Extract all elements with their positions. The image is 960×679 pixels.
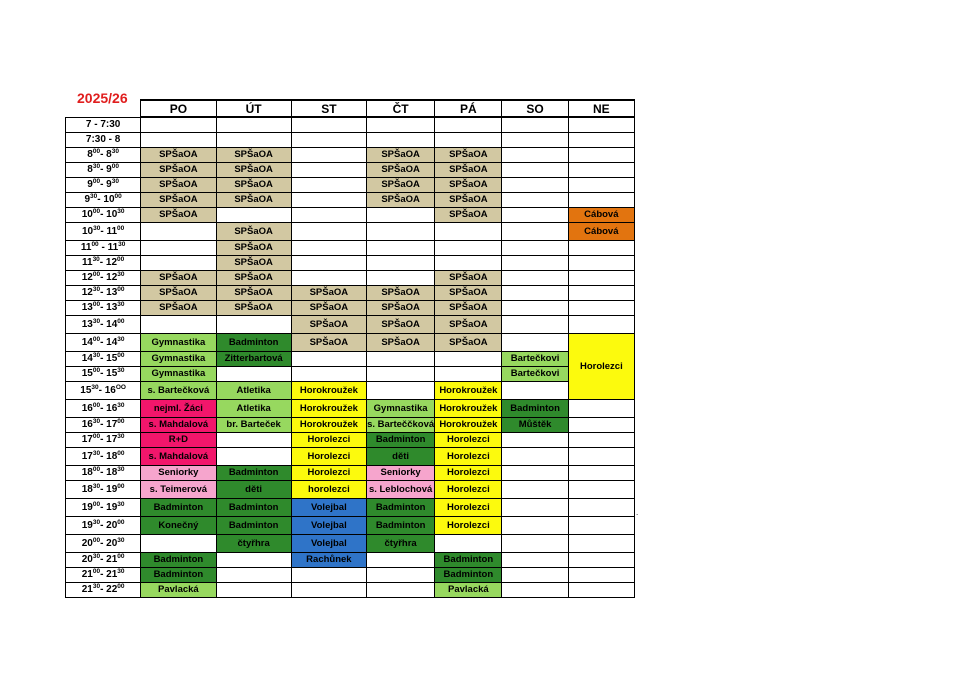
schedule-cell	[568, 178, 634, 193]
schedule-cell: děti	[367, 448, 435, 466]
schedule-cell	[502, 382, 568, 400]
schedule-cell: Horokroužek	[435, 418, 502, 433]
schedule-cell: Badminton	[216, 334, 291, 352]
schedule-cell	[435, 535, 502, 553]
schedule-cell: Horokroužek	[291, 382, 366, 400]
day-header: PO	[141, 100, 216, 117]
time-slot: $17^{30}-$ $18^{00}$	[66, 448, 141, 466]
schedule-cell: SPŠaOA	[367, 148, 435, 163]
schedule-cell: SPŠaOA	[216, 148, 291, 163]
schedule-cell: SPŠaOA	[216, 271, 291, 286]
time-slot: $20^{00}-$ $20^{30}$	[66, 535, 141, 553]
schedule-cell: Badminton	[367, 499, 435, 517]
schedule-cell: SPŠaOA	[141, 178, 216, 193]
time-row	[66, 367, 635, 382]
schedule-cell: SPŠaOA	[435, 178, 502, 193]
schedule-cell	[502, 301, 568, 316]
schedule-cell: SPŠaOA	[216, 301, 291, 316]
schedule-cell	[568, 193, 634, 208]
schedule-cell: nejml. Žáci	[141, 400, 216, 418]
schedule-cell: Horokroužek	[291, 418, 366, 433]
schedule-cell	[568, 241, 634, 256]
time-row	[66, 499, 635, 517]
time-row	[66, 148, 635, 163]
schedule-cell: SPŠaOA	[435, 334, 502, 352]
schedule-cell	[291, 208, 366, 223]
schedule-table	[65, 99, 635, 598]
time-slot: $16^{00}-$ $16^{30}$	[66, 400, 141, 418]
schedule-cell	[291, 193, 366, 208]
time-row	[66, 583, 635, 598]
schedule-cell	[291, 223, 366, 241]
time-slot: $13^{30}-$ $14^{00}$	[66, 316, 141, 334]
schedule-cell	[568, 568, 634, 583]
schedule-cell: Horolezci	[435, 466, 502, 481]
time-slot: $13^{00}-$ $13^{30}$	[66, 301, 141, 316]
schedule-cell: Badminton	[216, 499, 291, 517]
schedule-cell: SPŠaOA	[216, 241, 291, 256]
schedule-cell: s. Teimerová	[141, 481, 216, 499]
schedule-cell: Badminton	[141, 499, 216, 517]
schedule-cell	[502, 241, 568, 256]
time-row	[66, 117, 635, 133]
schedule-cell	[291, 163, 366, 178]
schedule-cell: SPŠaOA	[367, 286, 435, 301]
schedule-cell	[502, 208, 568, 223]
schedule-cell: Horolezci	[435, 481, 502, 499]
time-slot: $21^{00}-$ $21^{30}$	[66, 568, 141, 583]
time-slot: $21^{30}-$ $22^{00}$	[66, 583, 141, 598]
time-row	[66, 286, 635, 301]
schedule-cell: Horokroužek	[435, 382, 502, 400]
schedule-cell: SPŠaOA	[216, 223, 291, 241]
schedule-cell	[367, 568, 435, 583]
time-slot: $14^{00}-$ $14^{30}$	[66, 334, 141, 352]
schedule-cell	[216, 208, 291, 223]
schedule-cell	[502, 256, 568, 271]
schedule-cell: Pavlacká	[435, 583, 502, 598]
schedule-cell: SPŠaOA	[435, 208, 502, 223]
schedule-cell: Badminton	[141, 553, 216, 568]
time-row	[66, 334, 635, 352]
schedule-cell: Horolezci	[568, 334, 634, 400]
schedule-cell	[367, 382, 435, 400]
schedule-cell	[568, 256, 634, 271]
schedule-cell: Badminton	[367, 433, 435, 448]
time-slot: $19^{00}-$ $19^{30}$	[66, 499, 141, 517]
schedule-cell	[568, 499, 634, 517]
schedule-cell	[502, 433, 568, 448]
schedule-cell	[141, 241, 216, 256]
schedule-cell: Badminton	[435, 553, 502, 568]
schedule-cell	[141, 535, 216, 553]
schedule-cell	[502, 481, 568, 499]
schedule-cell: SPŠaOA	[291, 286, 366, 301]
schedule-cell	[367, 256, 435, 271]
schedule-cell	[367, 352, 435, 367]
schedule-cell: Bartečkovi	[502, 352, 568, 367]
time-slot: $19^{30}-$ $20^{00}$	[66, 517, 141, 535]
schedule-cell	[216, 117, 291, 133]
day-header: PÁ	[435, 100, 502, 117]
schedule-cell: Horolezci	[435, 517, 502, 535]
schedule-cell	[568, 301, 634, 316]
schedule-cell: čtyřhra	[367, 535, 435, 553]
schedule-cell: SPŠaOA	[216, 163, 291, 178]
season-title: 2025/26	[77, 90, 128, 106]
schedule-cell	[291, 568, 366, 583]
schedule-cell	[141, 256, 216, 271]
schedule-cell	[568, 433, 634, 448]
time-slot: $14^{30}-$ $15^{00}$	[66, 352, 141, 367]
schedule-cell	[367, 117, 435, 133]
time-row	[66, 568, 635, 583]
schedule-cell: SPŠaOA	[435, 193, 502, 208]
schedule-cell	[291, 241, 366, 256]
schedule-cell	[367, 133, 435, 148]
schedule-cell: Můštěk	[502, 418, 568, 433]
schedule-cell: s. Bartečková	[141, 382, 216, 400]
time-slot: $18^{30}-$ $19^{00}$	[66, 481, 141, 499]
schedule-cell: s. Mahdalová	[141, 448, 216, 466]
time-slot: $11^{00} - 11^{30}$	[66, 241, 141, 256]
schedule-cell: Horolezci	[435, 448, 502, 466]
schedule-cell	[568, 535, 634, 553]
schedule-cell: Seniorky	[141, 466, 216, 481]
schedule-cell	[568, 400, 634, 418]
time-slot: $18^{00}-$ $18^{30}$	[66, 466, 141, 481]
schedule-cell: Horokroužek	[291, 400, 366, 418]
schedule-cell	[216, 583, 291, 598]
schedule-cell	[216, 433, 291, 448]
time-slot: 7 - 7:30	[66, 117, 141, 133]
schedule-cell	[216, 448, 291, 466]
day-header: ST	[291, 100, 366, 117]
day-header: ÚT	[216, 100, 291, 117]
schedule-cell: Horolezci	[291, 448, 366, 466]
schedule-cell	[568, 271, 634, 286]
schedule-cell: SPŠaOA	[141, 271, 216, 286]
schedule-cell: SPŠaOA	[435, 271, 502, 286]
time-slot: $12^{00}-$ $12^{30}$	[66, 271, 141, 286]
time-slot: 7:30 - 8	[66, 133, 141, 148]
schedule-cell: SPŠaOA	[435, 163, 502, 178]
schedule-cell	[367, 208, 435, 223]
schedule-cell	[568, 553, 634, 568]
schedule-cell	[367, 271, 435, 286]
schedule-cell	[216, 568, 291, 583]
schedule-cell	[502, 133, 568, 148]
schedule-cell	[291, 256, 366, 271]
schedule-cell: br. Barteček	[216, 418, 291, 433]
schedule-cell	[568, 316, 634, 334]
time-row	[66, 241, 635, 256]
schedule-cell	[367, 553, 435, 568]
schedule-cell: Bartečkovi	[502, 367, 568, 382]
time-row	[66, 448, 635, 466]
time-row	[66, 517, 635, 535]
schedule-cell	[141, 117, 216, 133]
schedule-cell: SPŠaOA	[216, 193, 291, 208]
time-row	[66, 301, 635, 316]
schedule-cell	[435, 256, 502, 271]
schedule-cell: Badminton	[435, 568, 502, 583]
schedule-cell: Atletika	[216, 382, 291, 400]
schedule-cell	[568, 163, 634, 178]
schedule-cell: Volejbal	[291, 499, 366, 517]
schedule-cell: Rachůnek	[291, 553, 366, 568]
schedule-cell	[502, 517, 568, 535]
time-row	[66, 208, 635, 223]
schedule-cell: s. Barteččková	[367, 418, 435, 433]
schedule-cell: SPŠaOA	[367, 316, 435, 334]
schedule-cell	[291, 117, 366, 133]
schedule-cell: Horolezci	[291, 433, 366, 448]
day-header: NE	[568, 100, 634, 117]
schedule-cell: s. Leblochová	[367, 481, 435, 499]
time-row	[66, 481, 635, 499]
schedule-cell: Gymnastika	[141, 334, 216, 352]
schedule-cell	[291, 178, 366, 193]
day-header: ČT	[367, 100, 435, 117]
schedule-cell	[568, 448, 634, 466]
schedule-cell	[502, 271, 568, 286]
time-row	[66, 535, 635, 553]
schedule-cell: Konečný	[141, 517, 216, 535]
schedule-cell: Atletika	[216, 400, 291, 418]
schedule-cell	[435, 241, 502, 256]
time-row	[66, 163, 635, 178]
schedule-cell	[141, 316, 216, 334]
schedule-cell	[568, 117, 634, 133]
schedule-cell	[291, 133, 366, 148]
schedule-cell	[568, 466, 634, 481]
schedule-cell: SPŠaOA	[367, 334, 435, 352]
schedule-cell: Badminton	[141, 568, 216, 583]
schedule-cell: R+D	[141, 433, 216, 448]
schedule-cell	[216, 367, 291, 382]
schedule-cell	[568, 148, 634, 163]
schedule-cell	[216, 553, 291, 568]
schedule-cell	[216, 133, 291, 148]
schedule-cell	[568, 583, 634, 598]
schedule-cell	[435, 223, 502, 241]
time-slot: $10^{30}-$ $11^{00}$	[66, 223, 141, 241]
time-slot: $8^{00}-$ $8^{30}$	[66, 148, 141, 163]
time-row	[66, 352, 635, 367]
schedule-cell: SPŠaOA	[367, 178, 435, 193]
schedule-cell: Horokroužek	[435, 400, 502, 418]
time-row	[66, 382, 635, 400]
schedule-cell	[502, 568, 568, 583]
schedule-cell: SPŠaOA	[216, 178, 291, 193]
schedule-cell: Badminton	[216, 466, 291, 481]
schedule-cell: SPŠaOA	[367, 301, 435, 316]
schedule-cell: SPŠaOA	[141, 301, 216, 316]
corner-cell	[66, 100, 141, 117]
schedule-cell	[568, 286, 634, 301]
schedule-cell	[291, 148, 366, 163]
schedule-cell	[502, 223, 568, 241]
time-row	[66, 223, 635, 241]
schedule-cell	[435, 133, 502, 148]
time-slot: $16^{30}-$ $17^{00}$	[66, 418, 141, 433]
schedule-cell: SPŠaOA	[367, 163, 435, 178]
schedule-cell	[502, 178, 568, 193]
schedule-cell	[502, 316, 568, 334]
schedule-cell	[502, 583, 568, 598]
schedule-cell	[367, 583, 435, 598]
time-row	[66, 271, 635, 286]
schedule-cell	[367, 241, 435, 256]
time-row	[66, 178, 635, 193]
schedule-cell: SPŠaOA	[435, 148, 502, 163]
time-row	[66, 400, 635, 418]
schedule-cell	[502, 499, 568, 517]
schedule-cell: Horolezci	[435, 499, 502, 517]
time-row	[66, 133, 635, 148]
time-slot: $12^{30}-$ $13^{00}$	[66, 286, 141, 301]
time-row	[66, 466, 635, 481]
schedule-cell: s. Mahdalová	[141, 418, 216, 433]
schedule-cell: Badminton	[502, 400, 568, 418]
schedule-cell: SPŠaOA	[141, 208, 216, 223]
time-row	[66, 256, 635, 271]
schedule-cell	[502, 553, 568, 568]
schedule-cell: SPŠaOA	[216, 286, 291, 301]
schedule-cell	[291, 271, 366, 286]
schedule-cell: Volejbal	[291, 535, 366, 553]
time-slot: $8^{30}-$ $9^{00}$	[66, 163, 141, 178]
time-slot: $15^{00}-$ $15^{30}$	[66, 367, 141, 382]
schedule-cell: Gymnastika	[141, 352, 216, 367]
schedule-cell: Horolezci	[435, 433, 502, 448]
schedule-cell: SPŠaOA	[291, 334, 366, 352]
schedule-cell: děti	[216, 481, 291, 499]
schedule-cell	[502, 466, 568, 481]
schedule-cell: SPŠaOA	[216, 256, 291, 271]
schedule-cell	[291, 352, 366, 367]
schedule-cell: Pavlacká	[141, 583, 216, 598]
schedule-cell: Badminton	[216, 517, 291, 535]
schedule-cell: Cábová	[568, 223, 634, 241]
schedule-cell	[367, 367, 435, 382]
time-row	[66, 553, 635, 568]
time-slot: $15^{30}-$ $16^{OO}$	[66, 382, 141, 400]
schedule-cell	[502, 163, 568, 178]
time-row	[66, 193, 635, 208]
schedule-cell: SPŠaOA	[291, 301, 366, 316]
schedule-cell	[502, 286, 568, 301]
schedule-cell	[141, 223, 216, 241]
schedule-cell	[435, 352, 502, 367]
schedule-cell: horolezci	[291, 481, 366, 499]
schedule-cell	[568, 517, 634, 535]
schedule-cell	[568, 418, 634, 433]
schedule-cell: čtyřhra	[216, 535, 291, 553]
schedule-cell	[291, 367, 366, 382]
time-slot: $17^{00}-$ $17^{30}$	[66, 433, 141, 448]
schedule-cell	[435, 367, 502, 382]
time-slot: $20^{30}-$ $21^{00}$	[66, 553, 141, 568]
schedule-cell	[502, 334, 568, 352]
schedule-cell: Volejbal	[291, 517, 366, 535]
schedule-cell: SPŠaOA	[435, 286, 502, 301]
schedule-cell: Cábová	[568, 208, 634, 223]
schedule-cell: Badminton	[367, 517, 435, 535]
day-header-row	[66, 100, 635, 117]
schedule-cell: Horolezci	[291, 466, 366, 481]
day-header: SO	[502, 100, 568, 117]
footnote-mark: .	[636, 508, 639, 517]
schedule-cell: Seniorky	[367, 466, 435, 481]
schedule-cell	[502, 148, 568, 163]
schedule-cell	[367, 223, 435, 241]
schedule-cell: SPŠaOA	[367, 193, 435, 208]
schedule-cell	[435, 117, 502, 133]
time-row	[66, 316, 635, 334]
schedule-cell	[502, 193, 568, 208]
schedule-cell: SPŠaOA	[141, 193, 216, 208]
schedule-cell	[141, 133, 216, 148]
time-slot: $11^{30}-$ $12^{00}$	[66, 256, 141, 271]
schedule-cell: SPŠaOA	[435, 301, 502, 316]
schedule-cell	[291, 583, 366, 598]
schedule-cell	[568, 481, 634, 499]
schedule-cell: SPŠaOA	[291, 316, 366, 334]
schedule-cell	[216, 316, 291, 334]
time-slot: $10^{00}-$ $10^{30}$	[66, 208, 141, 223]
schedule-cell: Gymnastika	[141, 367, 216, 382]
schedule-cell	[502, 117, 568, 133]
schedule-cell: SPŠaOA	[141, 163, 216, 178]
time-slot: $9^{00}-$ $9^{30}$	[66, 178, 141, 193]
schedule-cell	[502, 448, 568, 466]
schedule-cell: Gymnastika	[367, 400, 435, 418]
time-row	[66, 418, 635, 433]
time-row	[66, 433, 635, 448]
schedule-cell	[502, 535, 568, 553]
schedule-cell: SPŠaOA	[141, 148, 216, 163]
schedule-cell: SPŠaOA	[435, 316, 502, 334]
time-slot: $9^{30}-$ $10^{00}$	[66, 193, 141, 208]
schedule-cell: SPŠaOA	[141, 286, 216, 301]
schedule-cell	[568, 133, 634, 148]
schedule-cell: Zitterbartová	[216, 352, 291, 367]
